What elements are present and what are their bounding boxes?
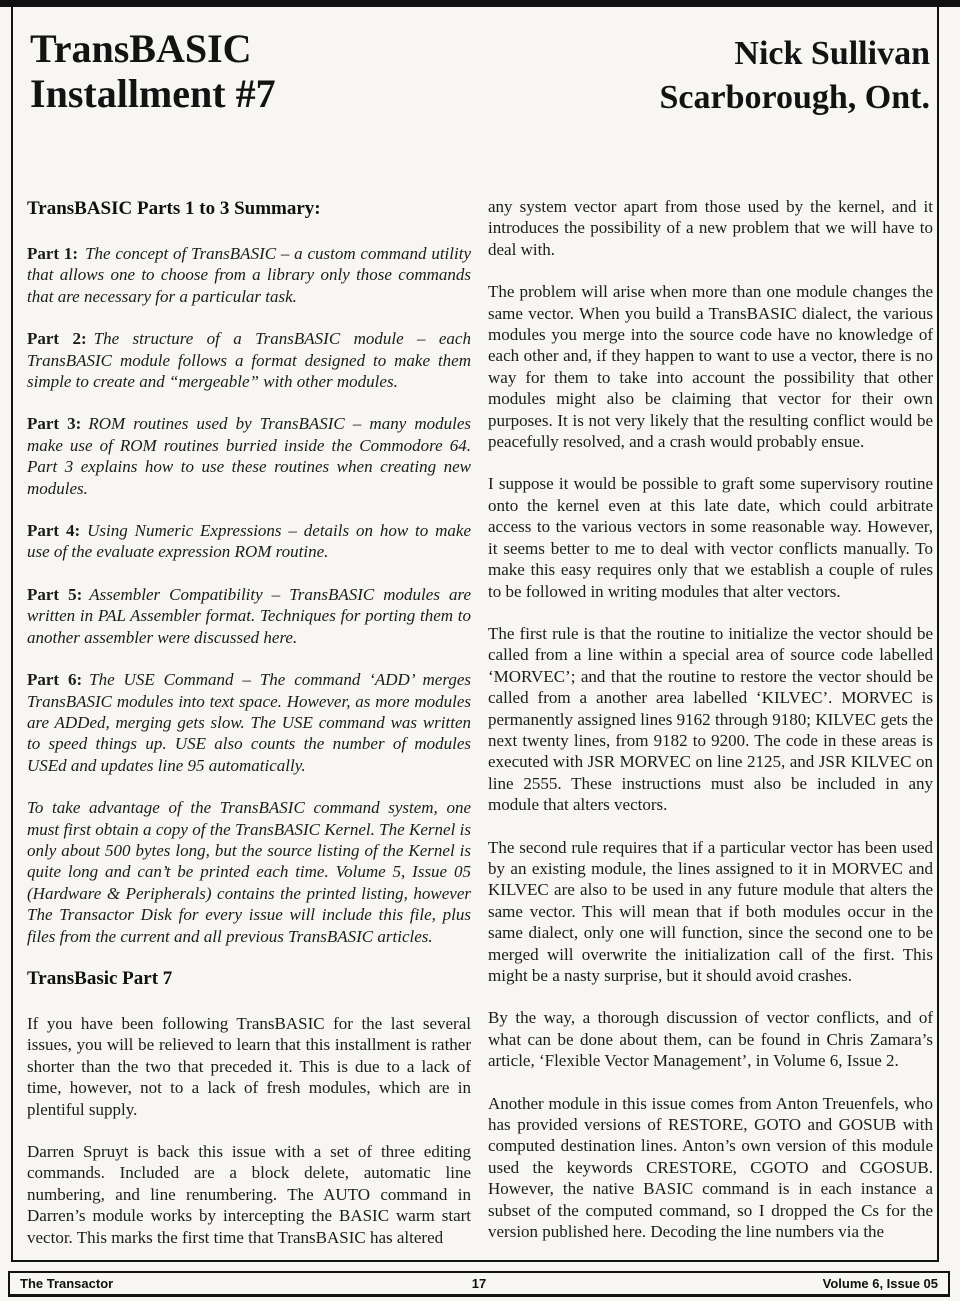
- body-paragraph: Darren Spruyt is back this issue with a set of three editing commands. Included are a block delete, automatic line numbering, and line renumbering. The AUTO command in Darren’s module works by intercepting the BASIC warm start vector. This marks the first time that TransBASIC has altered: [27, 1142, 471, 1247]
- author-byline: [660, 32, 930, 120]
- footer-page-number: 17: [471, 1276, 487, 1291]
- body-paragraph: The second rule requires that if a particular vector has been used by an existing module, the lines assigned to it in MORVEC and KILVEC are also to be used in any future module that alters the same vector. This will mean that if both modules occur in the same dialect, only one will function, since the second one to be merged will overwrite the initialization call of the first. This might be a nasty surprise, but it should avoid crashes.: [488, 837, 933, 985]
- author-name: Nick Sullivan: [734, 35, 930, 72]
- body-paragraph: any system vector apart from those used by the kernel, and it introduces the possibility of a new problem that we will have to deal with.: [488, 197, 933, 259]
- body-paragraph: By the way, a thorough discussion of vector conflicts, and of what can be done about them, can be found in Chris Zamara’s article, ‘Flexible Vector Management’, in Volume 6, Issue 2.: [488, 1008, 933, 1071]
- part-2-label: Part 2:: [27, 329, 87, 349]
- body-paragraph: I suppose it would be possible to graft some supervisory routine onto the kernel even at this late date, which could arbitrate access to the various vectors in some reasonable way. However, it seems better to me to deal with vector conflicts manually. To make this easy requires only that we establish a couple of rules to be followed in writing modules that alter vectors.: [488, 474, 933, 601]
- footer-magazine-name: The Transactor: [20, 1276, 114, 1291]
- part-3-text: ROM routines used by TransBASIC – many modules make use of ROM routines burried inside the Commodore 64. Part 3 explains how to use these routines when creating new modules.: [27, 414, 471, 498]
- body-paragraph: If you have been following TransBASIC for the last several issues, you will be relieved to learn that this installment is rather shorter than the two that preceded it. This is due to a lack of time, however, not to a lack of fresh modules, which are in plentiful supply.: [27, 1013, 471, 1119]
- part-5-text: Assembler Compatibility – TransBASIC modules are written in PAL Assembler format. Techniques for porting them to another assembler were discussed here.: [27, 584, 471, 647]
- body-paragraph: Another module in this issue comes from Anton Treuenfels, who has provided versions of RESTORE, GOTO and GOSUB with computed destination lines. Anton’s own version of this module used the keywords CRESTORE, CGOTO and CGOSUB. However, the native BASIC command is in each instance a subset of the computed command, so I dropped the Cs for the version published here. Decoding the line numbers via the: [488, 1093, 933, 1242]
- article-title: [30, 26, 276, 116]
- body-paragraph: The first rule is that the routine to initialize the vector should be called from a line within a special area of source code labelled ‘MORVEC’; and that the routine to restore the vector should be called from a another area labelled ‘KILVEC’. MORVEC is permanently assigned lines 9162 through 9180; KILVEC gets the next twenty lines, from 9182 to 9200. The code in these areas is executed with JSR MORVEC on line 2125, and JSR KILVEC on line 2555. These instructions must also be included in any module that alters vectors.: [488, 623, 933, 815]
- part-4-summary: [27, 520, 471, 563]
- part-3-label: Part 3:: [27, 414, 82, 434]
- footer-issue-label: Volume 6, Issue 05: [822, 1276, 938, 1291]
- part-2-text: The structure of a TransBASIC module – each TransBASIC module follows a format designed to make them simple to create and “mergeable” with other modules.: [27, 329, 471, 392]
- left-column: [27, 198, 471, 1269]
- part-4-label: Part 4:: [27, 521, 81, 541]
- body-paragraph: The problem will arise when more than one module changes the same vector. When you build a TransBASIC dialect, the various modules you merge into the source code have no knowledge of each other and, if they happen to want to use a vector, there is no way for them to take into account the possibility that other modules might also be claiming that vector for their own purposes. It is not very likely that the resulting conflict would be peacefully resolved, and a crash would probably ensue.: [488, 282, 933, 452]
- article-title-line2: Installment #7: [30, 71, 276, 116]
- article-title-line1: TransBASIC: [30, 26, 252, 71]
- part-1-text: The concept of TransBASIC – a custom command utility that allows one to choose from a library only those commands that are necessary for a particular task.: [27, 244, 471, 306]
- part-5-summary: [27, 584, 471, 648]
- author-location: Scarborough, Ont.: [659, 79, 930, 116]
- page-top-rule: [0, 0, 960, 7]
- part-1-label: Part 1:: [27, 244, 79, 263]
- part-4-text: Using Numeric Expressions – details on how to make use of the evaluate expression ROM routine.: [27, 521, 471, 562]
- summary-heading: TransBASIC Parts 1 to 3 Summary:: [27, 198, 321, 219]
- part-2-summary: [27, 328, 471, 392]
- part-6-text: The USE Command – The command ‘ADD’ merges TransBASIC modules into text space. However, as more modules are ADDed, merging gets slow. The USE command was written to speed things up. USE also counts the number of modules USEd and updates line 95 automatically.: [27, 670, 471, 775]
- kernel-note: To take advantage of the TransBASIC command system, one must first obtain a copy of the TransBASIC Kernel. The Kernel is only about 500 bytes long, but the source listing of the Kernel is quite long and can’t be printed each time. Volume 5, Issue 05 (Hardware & Peripherals) contains the printed listing, however The Transactor Disk for every issue will include this file, plus files from the current and all previous TransBASIC articles.: [27, 798, 471, 946]
- part-6-summary: [27, 669, 471, 776]
- part-3-summary: [27, 413, 471, 499]
- part-5-label: Part 5:: [27, 584, 83, 604]
- right-column: [488, 196, 933, 1263]
- part7-heading: TransBasic Part 7: [27, 967, 173, 989]
- page-footer: [8, 1271, 950, 1297]
- part-1-summary: [27, 243, 471, 307]
- part-6-label: Part 6:: [27, 670, 83, 690]
